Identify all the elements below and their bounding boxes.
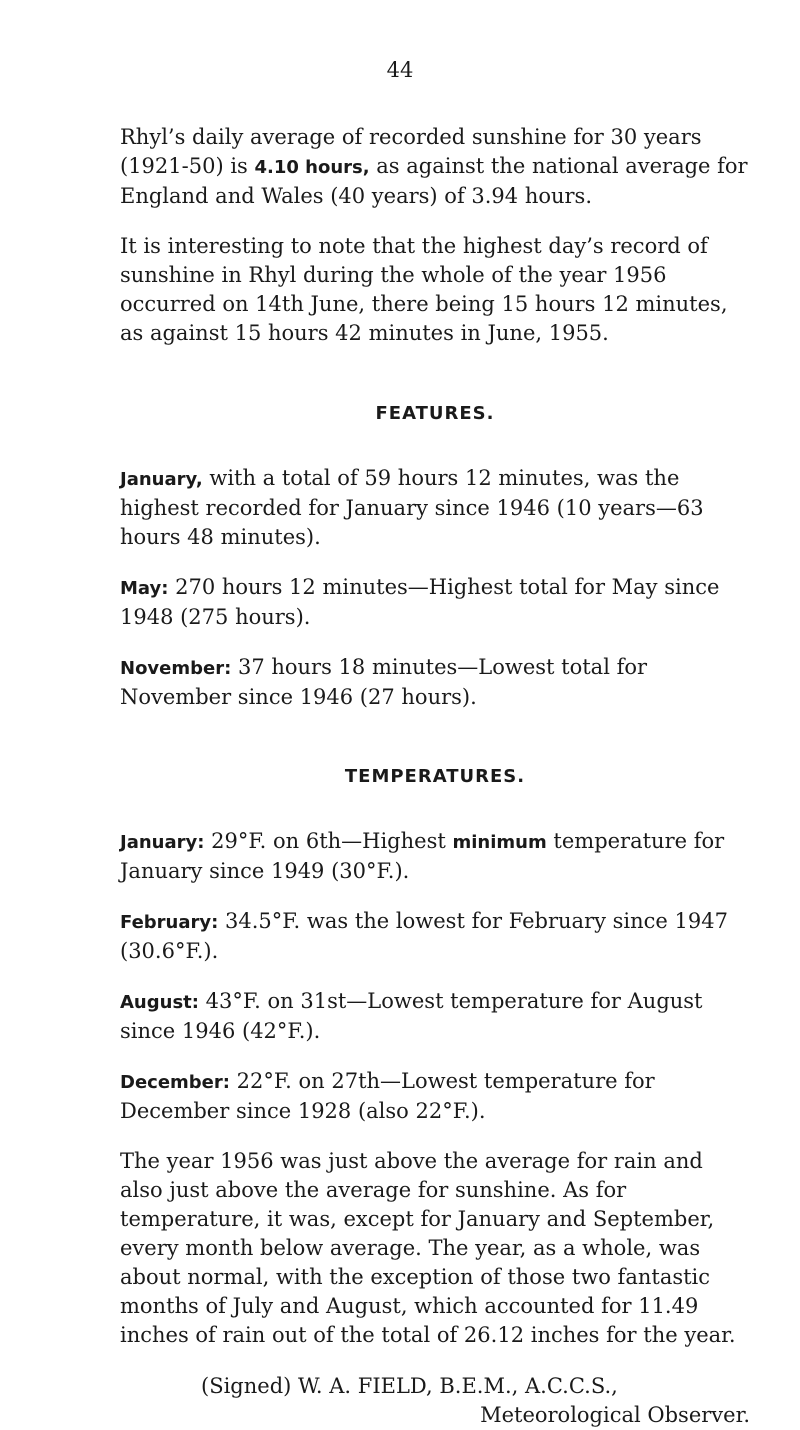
intro-paragraph-highest-day: It is interesting to note that the highest day’s record of sunshine in Rhyl during the whole of the year 1956 occurred on 14th June, there being 15 hours 12 minutes, as against 15 hours 42 minutes in June, 1955. xyxy=(120,234,728,345)
temperature-item: December: 22°F. on 27th—Lowest temperature for December since 1928 (also 22°F.). xyxy=(120,1069,655,1123)
intro-paragraph-sunshine-average: Rhyl’s daily average of recorded sunshine for 30 years (1921-50) is 4.10 hours, as against the national average for England and Wales (40 years) of 3.94 hours. xyxy=(120,125,748,208)
temperatures-heading: TEMPERATURES. xyxy=(344,766,526,787)
temperature-lead: January: xyxy=(120,832,205,853)
temperature-item: January: 29°F. on 6th—Highest minimum temperature for January since 1949 (30°F.). xyxy=(120,829,725,883)
features-heading: FEATURES. xyxy=(375,403,495,424)
temperature-lead: December: xyxy=(120,1072,230,1093)
average-hours-bold: 4.10 hours, xyxy=(254,157,370,178)
feature-item: May: 270 hours 12 minutes—Highest total for May since 1948 (275 hours). xyxy=(120,575,720,629)
feature-item: November: 37 hours 18 minutes—Lowest total for November since 1946 (27 hours). xyxy=(120,655,648,709)
feature-lead: January, xyxy=(120,469,203,490)
temperature-lead: February: xyxy=(120,912,219,933)
temperature-item: August: 43°F. on 31st—Lowest temperature for August since 1946 (42°F.). xyxy=(120,989,703,1043)
closing-paragraph: The year 1956 was just above the average for rain and also just above the average for sunshine. As for temperature, it was, except for January and September, every month below average. The year, as a whole, was about normal, with the exception of those two fantastic months of July and August, which accounted for 11.49 inches of rain out of the total of 26.12 inches for the year. xyxy=(120,1149,736,1347)
temperature-item: February: 34.5°F. was the lowest for February since 1947 (30.6°F.). xyxy=(120,909,728,963)
feature-lead: May: xyxy=(120,578,169,599)
minimum-bold: minimum xyxy=(452,832,547,853)
temperature-lead: August: xyxy=(120,992,199,1013)
page-content xyxy=(120,123,750,1430)
feature-lead: November: xyxy=(120,658,232,679)
feature-item: January, with a total of 59 hours 12 minutes, was the highest recorded for January since 1946 (10 years—63 hours 48 minutes). xyxy=(120,466,704,549)
page-number: 44 xyxy=(386,58,414,82)
signature-line: (Signed) W. A. FIELD, B.E.M., A.C.C.S., xyxy=(201,1374,618,1398)
signer-title: Meteorological Observer. xyxy=(480,1403,750,1427)
